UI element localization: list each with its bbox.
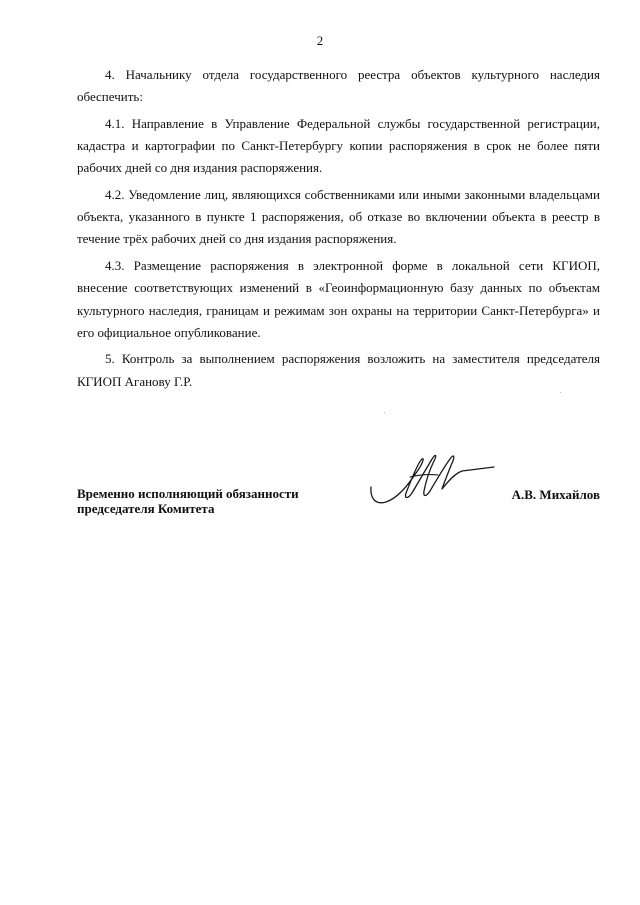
handwritten-signature [366, 447, 496, 517]
signatory-title-line1: Временно исполняющий обязанности [77, 486, 299, 501]
paragraph-4-2: 4.2. Уведомление лиц, являющихся собственниками или иными законными владельцами объекта, указанного в пункте 1 распоряжения, об отказе во включении объекта в реестр в течение трёх рабочих дней со дня издания распоряжения. [77, 186, 600, 247]
paragraph-4-1: 4.1. Направление в Управление Федеральной службы государственной регистрации, кадастра и картографии по Санкт-Петербургу копии распоряжения в срок не более пяти рабочих дней со дня издания распоряжения. [77, 115, 600, 176]
paragraph-4: 4. Начальнику отдела государственного реестра объектов культурного наследия обеспечить: [77, 67, 600, 105]
paragraph-5: 5. Контроль за выполнением распоряжения возложить на заместителя председателя КГИОП Аганову Г.Р. [77, 351, 600, 389]
document-body [77, 64, 600, 397]
paragraph-4-3: 4.3. Размещение распоряжения в электронной форме в локальной сети КГИОП, внесение соответствующих изменений в «Геоинформационную базу данных по объектам культурного наследия, границам и режимам зон охраны на территории Санкт-Петербурга» и его официальное опубликование. [77, 257, 600, 340]
signatory-title-line2: председателя Комитета [77, 500, 215, 516]
signatory-name: А.В. Михайлов [511, 487, 600, 502]
signatory-title [77, 487, 299, 516]
scan-speck [384, 412, 385, 413]
scan-speck [560, 392, 561, 393]
page-number: 2 [316, 33, 324, 48]
